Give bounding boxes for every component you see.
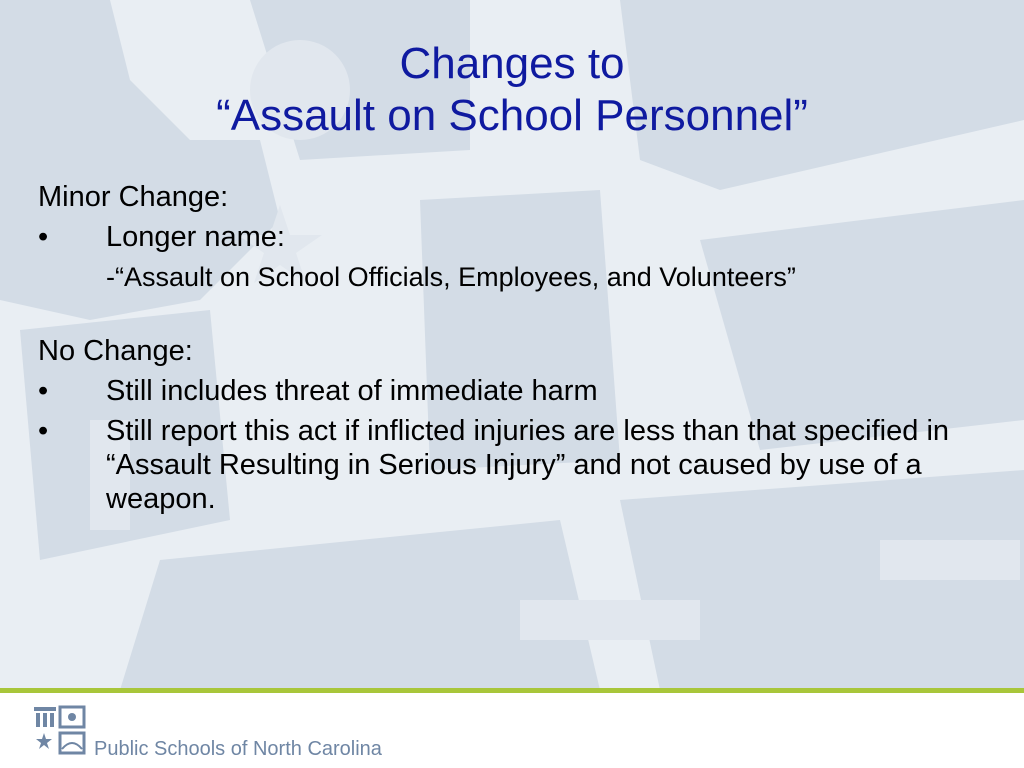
title-line-1: Changes to: [399, 39, 625, 88]
bullet-dot: •: [38, 221, 49, 253]
section-spacer: [38, 294, 998, 334]
no-change-bullet-1-text: Still includes threat of immediate harm: [106, 375, 598, 407]
slide-body: [38, 180, 998, 516]
bullet-dot: •: [38, 375, 49, 407]
footer: [0, 693, 1024, 768]
minor-change-heading: Minor Change:: [38, 181, 229, 213]
minor-change-bullet: [38, 220, 998, 254]
public-schools-nc-logo-icon: [32, 705, 86, 757]
bullet-dot: •: [38, 415, 49, 447]
no-change-bullet-1: [38, 374, 998, 408]
footer-organization-name: Public Schools of North Carolina: [94, 738, 382, 760]
minor-change-subitem: -“Assault on School Officials, Employees, and Volunteers”: [106, 262, 796, 292]
title-line-2: “Assault on School Personnel”: [216, 91, 808, 140]
minor-change-bullet-text: Longer name:: [106, 221, 285, 253]
no-change-heading: No Change:: [38, 335, 193, 367]
slide-title: [0, 38, 1024, 142]
no-change-bullet-2: [38, 414, 998, 516]
no-change-bullet-2-text: Still report this act if inflicted injuries are less than that specified in “Assault Resulting in Serious Injury” and not caused by use of a weapon.: [106, 415, 950, 515]
